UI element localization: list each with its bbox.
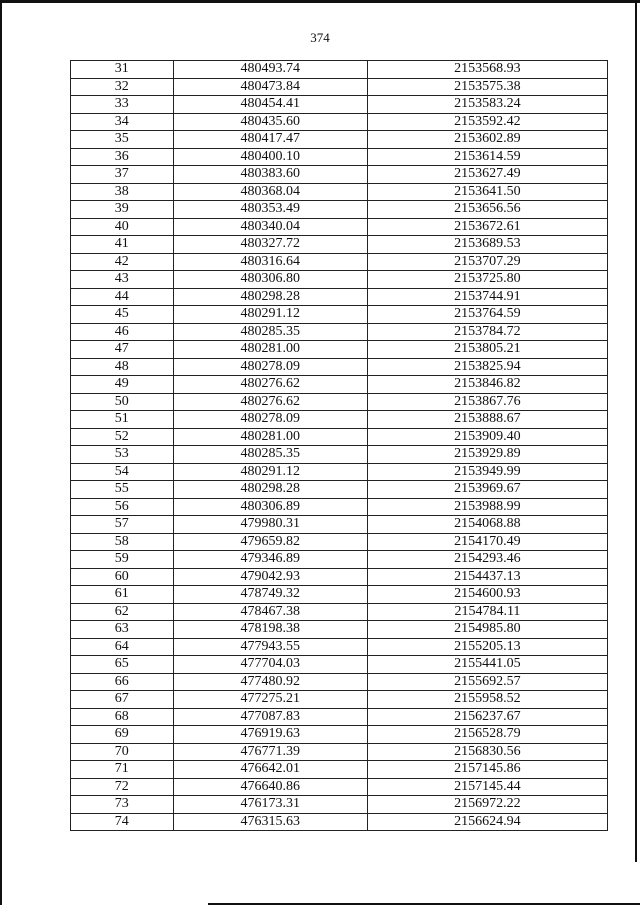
- table-row: [71, 673, 608, 691]
- x-coordinate-cell: 480417.47: [173, 131, 367, 149]
- x-coordinate-cell: 480298.28: [173, 481, 367, 499]
- table-row: [71, 463, 608, 481]
- y-coordinate-cell: 2155205.13: [367, 638, 607, 656]
- table-row: [71, 306, 608, 324]
- x-coordinate-cell: 477943.55: [173, 638, 367, 656]
- x-coordinate-cell: 480493.74: [173, 61, 367, 79]
- x-coordinate-cell: 476640.86: [173, 778, 367, 796]
- y-coordinate-cell: 2153867.76: [367, 393, 607, 411]
- y-coordinate-cell: 2154784.11: [367, 603, 607, 621]
- point-number-cell: 45: [71, 306, 174, 324]
- point-number-cell: 68: [71, 708, 174, 726]
- y-coordinate-cell: 2153825.94: [367, 358, 607, 376]
- coordinates-table-body: [71, 61, 608, 831]
- y-coordinate-cell: 2154437.13: [367, 568, 607, 586]
- y-coordinate-cell: 2157145.44: [367, 778, 607, 796]
- table-row: [71, 411, 608, 429]
- table-row: [71, 778, 608, 796]
- table-row: [71, 743, 608, 761]
- x-coordinate-cell: 480327.72: [173, 236, 367, 254]
- point-number-cell: 71: [71, 761, 174, 779]
- point-number-cell: 70: [71, 743, 174, 761]
- table-row: [71, 813, 608, 831]
- x-coordinate-cell: 476173.31: [173, 796, 367, 814]
- page-number: 374: [310, 30, 330, 45]
- table-row: [71, 358, 608, 376]
- point-number-cell: 50: [71, 393, 174, 411]
- x-coordinate-cell: 478198.38: [173, 621, 367, 639]
- point-number-cell: 33: [71, 96, 174, 114]
- point-number-cell: 49: [71, 376, 174, 394]
- x-coordinate-cell: 477275.21: [173, 691, 367, 709]
- y-coordinate-cell: 2153627.49: [367, 166, 607, 184]
- point-number-cell: 42: [71, 253, 174, 271]
- table-row: [71, 288, 608, 306]
- y-coordinate-cell: 2154985.80: [367, 621, 607, 639]
- table-row: [71, 796, 608, 814]
- x-coordinate-cell: 480454.41: [173, 96, 367, 114]
- x-coordinate-cell: 480400.10: [173, 148, 367, 166]
- y-coordinate-cell: 2153846.82: [367, 376, 607, 394]
- point-number-cell: 36: [71, 148, 174, 166]
- point-number-cell: 51: [71, 411, 174, 429]
- table-row: [71, 568, 608, 586]
- x-coordinate-cell: 476642.01: [173, 761, 367, 779]
- point-number-cell: 66: [71, 673, 174, 691]
- point-number-cell: 61: [71, 586, 174, 604]
- point-number-cell: 67: [71, 691, 174, 709]
- table-row: [71, 726, 608, 744]
- y-coordinate-cell: 2155958.52: [367, 691, 607, 709]
- point-number-cell: 40: [71, 218, 174, 236]
- x-coordinate-cell: 480285.35: [173, 323, 367, 341]
- y-coordinate-cell: 2153988.99: [367, 498, 607, 516]
- point-number-cell: 60: [71, 568, 174, 586]
- y-coordinate-cell: 2156972.22: [367, 796, 607, 814]
- y-coordinate-cell: 2153602.89: [367, 131, 607, 149]
- x-coordinate-cell: 480316.64: [173, 253, 367, 271]
- point-number-cell: 48: [71, 358, 174, 376]
- table-row: [71, 236, 608, 254]
- y-coordinate-cell: 2153744.91: [367, 288, 607, 306]
- x-coordinate-cell: 479659.82: [173, 533, 367, 551]
- table-row: [71, 621, 608, 639]
- y-coordinate-cell: 2153672.61: [367, 218, 607, 236]
- x-coordinate-cell: 480435.60: [173, 113, 367, 131]
- y-coordinate-cell: 2153784.72: [367, 323, 607, 341]
- x-coordinate-cell: 477704.03: [173, 656, 367, 674]
- point-number-cell: 39: [71, 201, 174, 219]
- y-coordinate-cell: 2153725.80: [367, 271, 607, 289]
- y-coordinate-cell: 2154293.46: [367, 551, 607, 569]
- point-number-cell: 38: [71, 183, 174, 201]
- table-row: [71, 376, 608, 394]
- y-coordinate-cell: 2154170.49: [367, 533, 607, 551]
- point-number-cell: 57: [71, 516, 174, 534]
- x-coordinate-cell: 480285.35: [173, 446, 367, 464]
- x-coordinate-cell: 477480.92: [173, 673, 367, 691]
- y-coordinate-cell: 2155692.57: [367, 673, 607, 691]
- y-coordinate-cell: 2157145.86: [367, 761, 607, 779]
- point-number-cell: 74: [71, 813, 174, 831]
- x-coordinate-cell: 480276.62: [173, 376, 367, 394]
- y-coordinate-cell: 2153575.38: [367, 78, 607, 96]
- point-number-cell: 63: [71, 621, 174, 639]
- x-coordinate-cell: 480281.00: [173, 341, 367, 359]
- point-number-cell: 69: [71, 726, 174, 744]
- y-coordinate-cell: 2156528.79: [367, 726, 607, 744]
- point-number-cell: 44: [71, 288, 174, 306]
- y-coordinate-cell: 2153583.24: [367, 96, 607, 114]
- table-row: [71, 253, 608, 271]
- table-row: [71, 533, 608, 551]
- point-number-cell: 65: [71, 656, 174, 674]
- x-coordinate-cell: 480278.09: [173, 358, 367, 376]
- y-coordinate-cell: 2153969.67: [367, 481, 607, 499]
- y-coordinate-cell: 2155441.05: [367, 656, 607, 674]
- x-coordinate-cell: 479346.89: [173, 551, 367, 569]
- x-coordinate-cell: 476315.63: [173, 813, 367, 831]
- x-coordinate-cell: 480291.12: [173, 306, 367, 324]
- x-coordinate-cell: 479042.93: [173, 568, 367, 586]
- point-number-cell: 72: [71, 778, 174, 796]
- table-row: [71, 603, 608, 621]
- y-coordinate-cell: 2153689.53: [367, 236, 607, 254]
- table-row: [71, 551, 608, 569]
- point-number-cell: 62: [71, 603, 174, 621]
- table-row: [71, 656, 608, 674]
- x-coordinate-cell: 478749.32: [173, 586, 367, 604]
- x-coordinate-cell: 480306.80: [173, 271, 367, 289]
- y-coordinate-cell: 2153909.40: [367, 428, 607, 446]
- y-coordinate-cell: 2153656.56: [367, 201, 607, 219]
- point-number-cell: 59: [71, 551, 174, 569]
- y-coordinate-cell: 2154068.88: [367, 516, 607, 534]
- y-coordinate-cell: 2153641.50: [367, 183, 607, 201]
- point-number-cell: 37: [71, 166, 174, 184]
- table-row: [71, 183, 608, 201]
- point-number-cell: 58: [71, 533, 174, 551]
- point-number-cell: 53: [71, 446, 174, 464]
- x-coordinate-cell: 480291.12: [173, 463, 367, 481]
- coordinates-table: [70, 60, 608, 831]
- point-number-cell: 46: [71, 323, 174, 341]
- x-coordinate-cell: 480306.89: [173, 498, 367, 516]
- table-row: [71, 148, 608, 166]
- point-number-cell: 43: [71, 271, 174, 289]
- page-right-edge: [635, 0, 637, 862]
- y-coordinate-cell: 2153949.99: [367, 463, 607, 481]
- y-coordinate-cell: 2153929.89: [367, 446, 607, 464]
- table-row: [71, 516, 608, 534]
- y-coordinate-cell: 2156624.94: [367, 813, 607, 831]
- y-coordinate-cell: 2156830.56: [367, 743, 607, 761]
- point-number-cell: 73: [71, 796, 174, 814]
- y-coordinate-cell: 2153568.93: [367, 61, 607, 79]
- point-number-cell: 55: [71, 481, 174, 499]
- x-coordinate-cell: 480281.00: [173, 428, 367, 446]
- x-coordinate-cell: 480473.84: [173, 78, 367, 96]
- table-row: [71, 96, 608, 114]
- point-number-cell: 35: [71, 131, 174, 149]
- y-coordinate-cell: 2153592.42: [367, 113, 607, 131]
- x-coordinate-cell: 480298.28: [173, 288, 367, 306]
- table-row: [71, 201, 608, 219]
- table-row: [71, 691, 608, 709]
- y-coordinate-cell: 2153764.59: [367, 306, 607, 324]
- x-coordinate-cell: 480383.60: [173, 166, 367, 184]
- point-number-cell: 31: [71, 61, 174, 79]
- y-coordinate-cell: 2156237.67: [367, 708, 607, 726]
- x-coordinate-cell: 480368.04: [173, 183, 367, 201]
- point-number-cell: 34: [71, 113, 174, 131]
- table-row: [71, 761, 608, 779]
- table-row: [71, 481, 608, 499]
- x-coordinate-cell: 480353.49: [173, 201, 367, 219]
- y-coordinate-cell: 2154600.93: [367, 586, 607, 604]
- point-number-cell: 56: [71, 498, 174, 516]
- x-coordinate-cell: 478467.38: [173, 603, 367, 621]
- x-coordinate-cell: 476771.39: [173, 743, 367, 761]
- y-coordinate-cell: 2153805.21: [367, 341, 607, 359]
- table-row: [71, 78, 608, 96]
- table-row: [71, 498, 608, 516]
- table-row: [71, 708, 608, 726]
- table-row: [71, 341, 608, 359]
- x-coordinate-cell: 480278.09: [173, 411, 367, 429]
- x-coordinate-cell: 476919.63: [173, 726, 367, 744]
- table-row: [71, 131, 608, 149]
- table-row: [71, 166, 608, 184]
- point-number-cell: 52: [71, 428, 174, 446]
- table-row: [71, 61, 608, 79]
- point-number-cell: 47: [71, 341, 174, 359]
- table-row: [71, 393, 608, 411]
- table-row: [71, 586, 608, 604]
- table-row: [71, 446, 608, 464]
- x-coordinate-cell: 477087.83: [173, 708, 367, 726]
- point-number-cell: 54: [71, 463, 174, 481]
- table-row: [71, 218, 608, 236]
- table-row: [71, 428, 608, 446]
- table-row: [71, 113, 608, 131]
- x-coordinate-cell: 480340.04: [173, 218, 367, 236]
- y-coordinate-cell: 2153888.67: [367, 411, 607, 429]
- table-row: [71, 323, 608, 341]
- y-coordinate-cell: 2153614.59: [367, 148, 607, 166]
- point-number-cell: 41: [71, 236, 174, 254]
- table-row: [71, 271, 608, 289]
- table-row: [71, 638, 608, 656]
- point-number-cell: 64: [71, 638, 174, 656]
- x-coordinate-cell: 479980.31: [173, 516, 367, 534]
- point-number-cell: 32: [71, 78, 174, 96]
- y-coordinate-cell: 2153707.29: [367, 253, 607, 271]
- x-coordinate-cell: 480276.62: [173, 393, 367, 411]
